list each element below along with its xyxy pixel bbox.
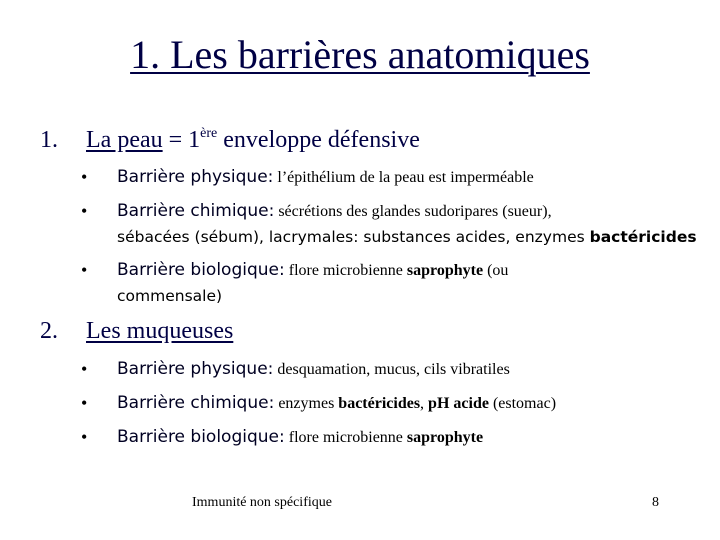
section-number: 2. <box>40 318 58 344</box>
item-text-after: (estomac) <box>488 395 557 412</box>
bullet-icon: • <box>81 201 88 221</box>
item-bold: bactéricides <box>338 395 421 412</box>
item-continuation <box>117 284 222 308</box>
section-heading-rest: enveloppe défensive <box>217 127 420 153</box>
bullet-icon: • <box>81 167 88 187</box>
footer-label: Immunité non spécifique <box>192 495 332 510</box>
item-head: Barrière chimique: <box>117 393 275 413</box>
section-heading-peau <box>40 125 420 159</box>
bullet-icon: • <box>81 427 88 447</box>
item-text-mid: , <box>420 395 429 412</box>
section-number: 1. <box>40 127 58 153</box>
slide-title: 1. Les barrières anatomiques <box>130 32 590 77</box>
section-heading-underlined: La peau <box>86 127 163 153</box>
item-head: Barrière biologique: <box>117 427 285 447</box>
item-cont-text: commensale) <box>117 287 223 305</box>
section-heading-mid: = 1 <box>162 127 201 153</box>
page-number: 8 <box>652 495 659 510</box>
item-text: sécrétions des glandes sudoripares (sueur), <box>274 203 552 220</box>
section-heading-muqueuses <box>40 316 233 346</box>
item-text: enzymes <box>274 395 339 412</box>
bullet-icon: • <box>81 359 88 379</box>
item-bold-2: pH acide <box>428 395 489 412</box>
section-heading-sup: ère <box>200 126 218 141</box>
bullet-icon: • <box>81 393 88 413</box>
bullet-icon: • <box>81 260 88 280</box>
item-head: Barrière chimique: <box>117 201 275 221</box>
item-head: Barrière biologique: <box>117 260 285 280</box>
item-head: Barrière physique: <box>117 359 274 379</box>
item-cont-text: sébacées (sébum), lacrymales: substances acides, enzymes <box>117 228 590 246</box>
item-text: flore microbienne <box>284 429 407 446</box>
item-cont-bold: bactéricides <box>589 228 697 246</box>
section-heading-underlined: Les muqueuses <box>86 318 234 344</box>
item-head: Barrière physique: <box>117 167 274 187</box>
item-text-after: (ou <box>483 262 509 279</box>
item-text: flore microbienne <box>284 262 407 279</box>
item-bold: saprophyte <box>406 429 484 446</box>
item-bold: saprophyte <box>406 262 484 279</box>
item-text: desquamation, mucus, cils vibratiles <box>273 361 510 378</box>
item-continuation <box>117 225 697 249</box>
item-text: l’épithélium de la peau est imperméable <box>273 169 534 186</box>
